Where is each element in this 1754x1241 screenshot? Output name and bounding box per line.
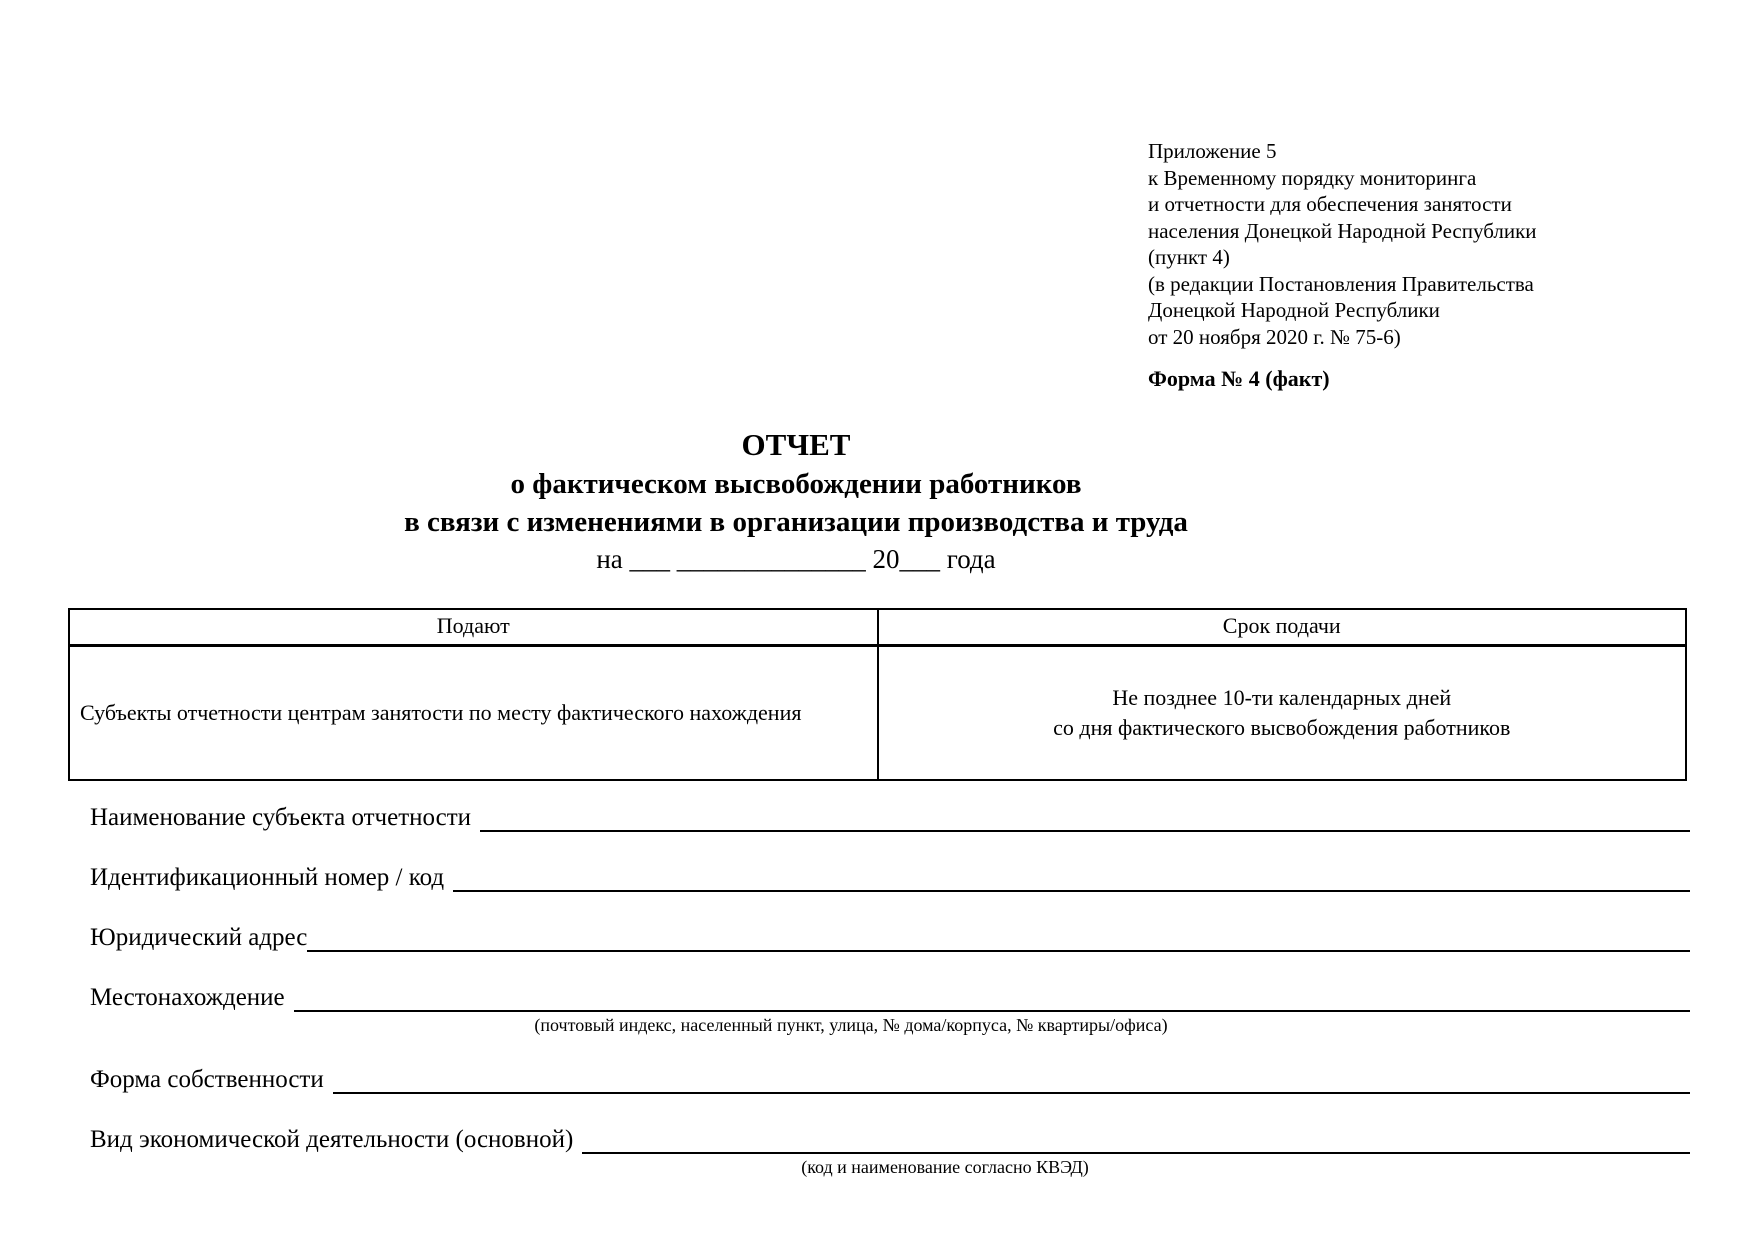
field-ownership-form-fill-line [333, 1062, 1690, 1094]
field-legal-address [90, 915, 1690, 952]
table-header-deadline: Срок подачи [878, 609, 1687, 646]
report-subtitle-2: в связи с изменениями в организации производства и труда [404, 506, 1188, 538]
field-economic-activity [90, 1117, 1690, 1154]
field-subject-name-fill-line [480, 800, 1690, 832]
appendix-line-2: к Временному порядку мониторинга [1148, 165, 1477, 190]
report-date-line: на ___ ______________ 20___ года [596, 544, 996, 574]
appendix-reference-block [1148, 138, 1537, 350]
field-legal-address-fill-line [307, 920, 1690, 952]
appendix-line-6: (в редакции Постановления Правительства [1148, 271, 1534, 296]
table-header-submitters: Подают [69, 609, 878, 646]
field-subject-name-label: Наименование субъекта отчетности [90, 804, 472, 831]
report-title: ОТЧЕТ [741, 427, 851, 462]
form-fields-section [90, 795, 1690, 1178]
deadline-cell [878, 646, 1687, 781]
field-ownership-form-label: Форма собственности [90, 1066, 324, 1093]
deadline-line-1: Не позднее 10-ти календарных дней [1112, 685, 1452, 710]
field-subject-name [90, 795, 1690, 832]
submitters-cell: Субъекты отчетности центрам занятости по месту фактического нахождения [69, 646, 878, 781]
deadline-line-2: со дня фактического высвобождения работников [1053, 715, 1511, 740]
appendix-line-5: (пункт 4) [1148, 245, 1230, 269]
appendix-line-1: Приложение 5 [1148, 139, 1277, 163]
form-number-label: Форма № 4 (факт) [1148, 366, 1330, 391]
appendix-line-8: от 20 ноября 2020 г. № 75-6) [1148, 324, 1401, 349]
field-economic-activity-fill-line [582, 1122, 1690, 1154]
table-row [69, 646, 1686, 781]
table-header-row [69, 609, 1686, 646]
title-block [0, 425, 1592, 578]
field-identification-number-label: Идентификационный номер / код [90, 864, 445, 891]
appendix-line-3: и отчетности для обеспечения занятости [1148, 192, 1512, 216]
submission-info-table [68, 608, 1687, 781]
field-location-caption: (почтовый индекс, населенный пункт, улица, № дома/корпуса, № квартиры/офиса) [534, 1015, 1168, 1035]
field-location [90, 975, 1690, 1012]
appendix-line-7: Донецкой Народной Республики [1148, 298, 1440, 322]
field-legal-address-label: Юридический адрес [90, 924, 308, 951]
field-identification-number [90, 855, 1690, 892]
field-identification-number-fill-line [453, 860, 1690, 892]
field-economic-activity-label: Вид экономической деятельности (основной) [90, 1126, 574, 1153]
field-location-fill-line [294, 980, 1690, 1012]
field-economic-activity-caption: (код и наименование согласно КВЭД) [801, 1157, 1089, 1177]
report-subtitle-1: о фактическом высвобождении работников [510, 468, 1082, 500]
field-location-label: Местонахождение [90, 984, 285, 1011]
field-ownership-form [90, 1057, 1690, 1094]
appendix-line-4: населения Донецкой Народной Республики [1148, 218, 1537, 243]
